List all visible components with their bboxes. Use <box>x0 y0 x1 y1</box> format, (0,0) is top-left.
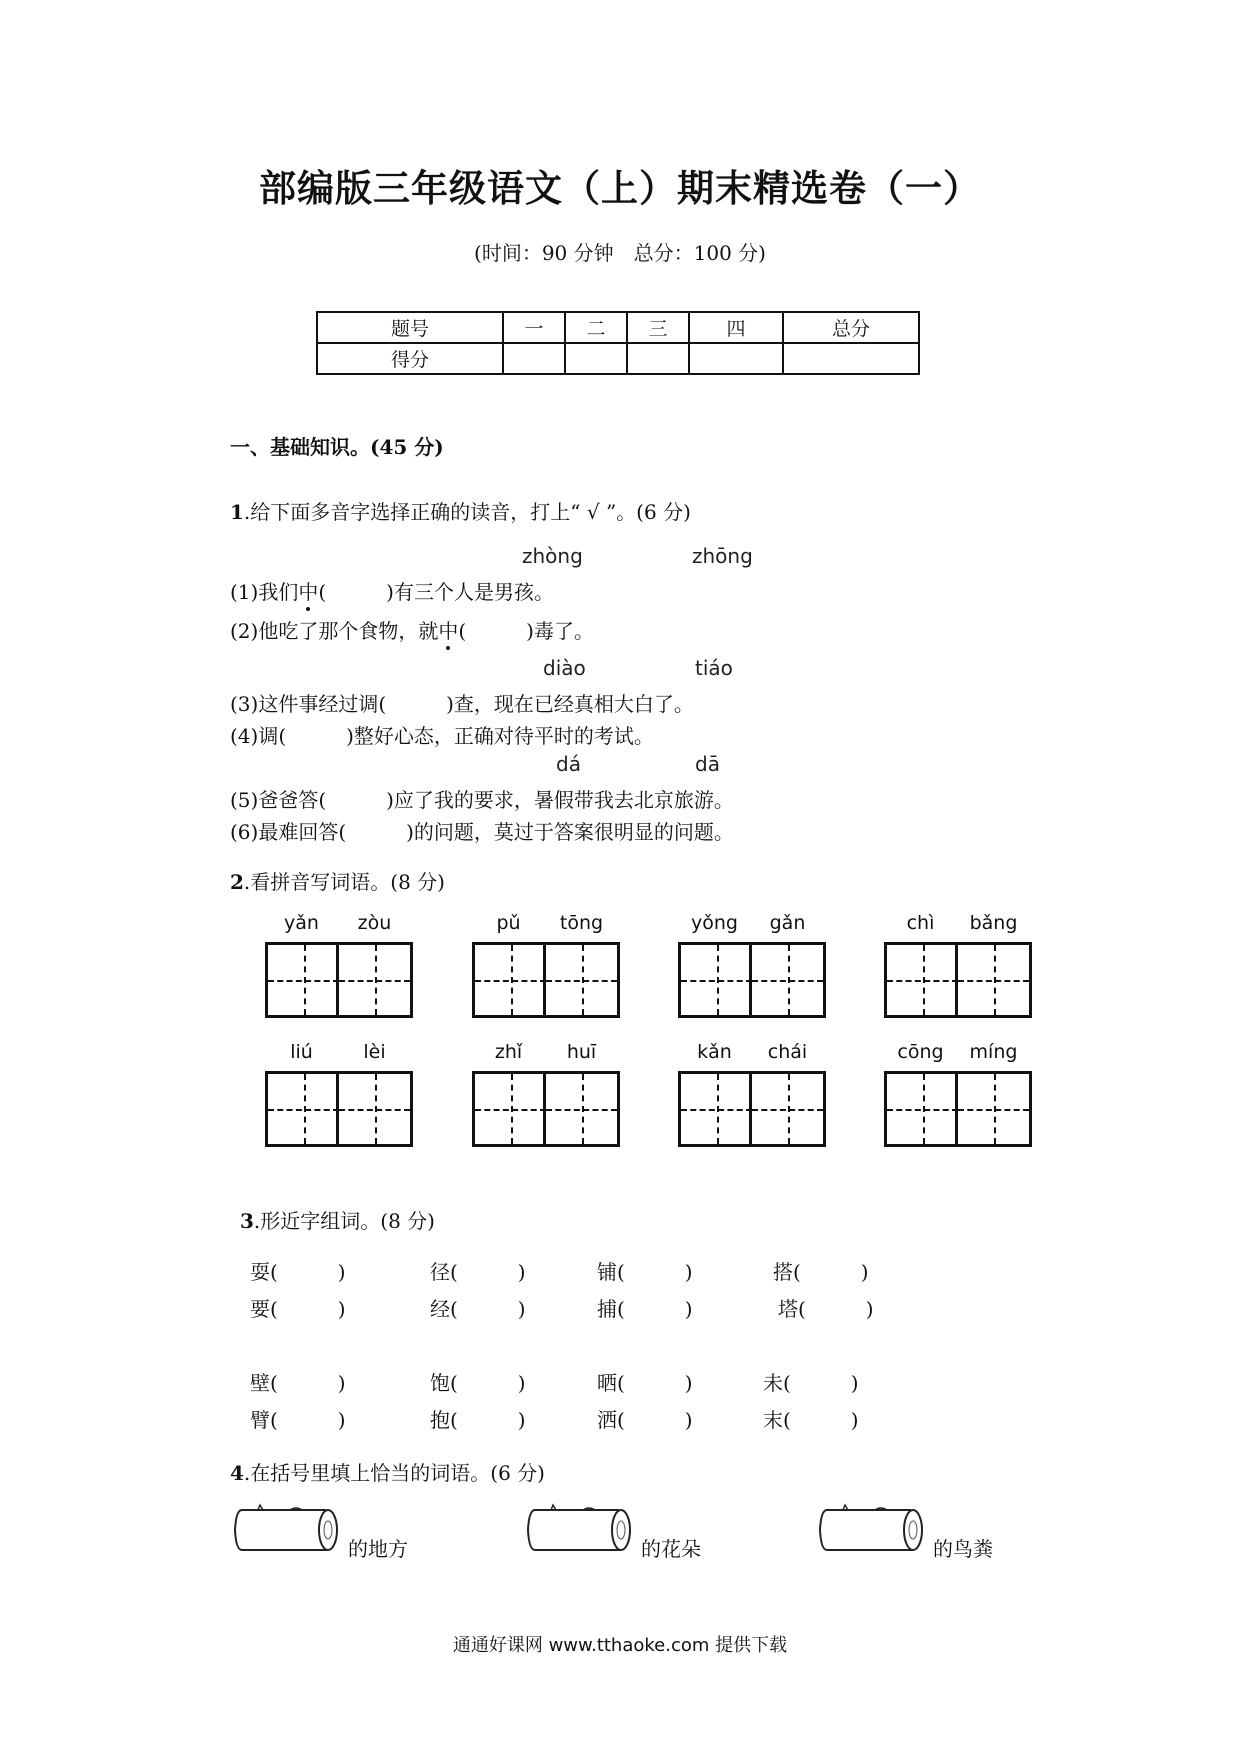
word-cell[interactable]: 捕( ) <box>597 1297 693 1321</box>
score-header-cell: 四 <box>689 312 783 343</box>
pinyin-syllable: cōng <box>897 1041 944 1063</box>
score-input-cell[interactable] <box>783 343 919 374</box>
word-cell[interactable]: 饱( ) <box>430 1371 526 1395</box>
question-1-title: 1.给下面多音字选择正确的读音，打上“ √ ”。(6 分) <box>230 500 691 524</box>
writing-grid[interactable] <box>472 1071 620 1147</box>
question-1-line: (1)我们中( )有三个人是男孩。 <box>230 576 554 605</box>
pinyin-syllable: míng <box>969 1041 1018 1063</box>
log-blank-icon[interactable] <box>230 1500 342 1558</box>
score-header-cell: 总分 <box>783 312 919 343</box>
score-input-cell[interactable] <box>627 343 689 374</box>
pinyin-syllable: lèi <box>363 1041 386 1063</box>
pinyin-option: dā <box>695 752 720 776</box>
word-cell[interactable]: 塔( ) <box>778 1297 874 1321</box>
score-header-cell: 题号 <box>317 312 503 343</box>
writing-grid[interactable] <box>265 1071 413 1147</box>
pinyin-syllable: liú <box>290 1041 313 1063</box>
pinyin-option: zhōng <box>692 544 753 568</box>
writing-grid[interactable] <box>884 942 1032 1018</box>
score-header-cell: 一 <box>503 312 565 343</box>
score-table <box>316 311 920 375</box>
score-header-cell: 二 <box>565 312 627 343</box>
question-1-line: (4)调( )整好心态，正确对待平时的考试。 <box>230 724 654 748</box>
exam-info: (时间：90 分钟 总分：100 分) <box>474 241 766 265</box>
blank-suffix: 的地方 <box>348 1537 408 1561</box>
pinyin-syllable: pǔ <box>496 912 521 934</box>
question-2-title: 2.看拼音写词语。(8 分) <box>230 870 445 894</box>
word-cell[interactable]: 洒( ) <box>597 1408 693 1432</box>
question-1-line: (5)爸爸答( )应了我的要求，暑假带我去北京旅游。 <box>230 788 734 812</box>
question-4-title: 4.在括号里填上恰当的词语。(6 分) <box>230 1461 545 1485</box>
score-header-cell: 三 <box>627 312 689 343</box>
pinyin-syllable: tōng <box>559 912 604 934</box>
pinyin-syllable: zhǐ <box>494 1041 523 1063</box>
section-heading: 一、基础知识。(45 分) <box>230 435 444 459</box>
writing-grid[interactable] <box>678 1071 826 1147</box>
word-cell[interactable]: 末( ) <box>763 1408 859 1432</box>
score-table-score-row <box>317 343 919 374</box>
footer-source: 通通好课网 www.tthaoke.com 提供下载 <box>452 1635 788 1656</box>
word-cell[interactable]: 臂( ) <box>250 1408 346 1432</box>
score-input-cell[interactable] <box>565 343 627 374</box>
pinyin-syllable: huī <box>566 1041 597 1063</box>
question-1-line: (6)最难回答( )的问题，莫过于答案很明显的问题。 <box>230 820 734 844</box>
word-cell[interactable]: 耍( ) <box>250 1260 346 1284</box>
question-3-title: 3.形近字组词。(8 分) <box>240 1209 435 1233</box>
score-table-header-row <box>317 312 919 343</box>
score-input-cell[interactable] <box>503 343 565 374</box>
writing-grid[interactable] <box>265 942 413 1018</box>
blank-suffix: 的花朵 <box>641 1537 701 1561</box>
pinyin-syllable: bǎng <box>969 912 1018 934</box>
word-cell[interactable]: 经( ) <box>430 1297 526 1321</box>
pinyin-syllable: chì <box>906 912 935 934</box>
pinyin-option: diào <box>543 656 586 680</box>
word-cell[interactable]: 未( ) <box>763 1371 859 1395</box>
score-input-cell[interactable] <box>689 343 783 374</box>
word-cell[interactable]: 抱( ) <box>430 1408 526 1432</box>
word-cell[interactable]: 搭( ) <box>773 1260 869 1284</box>
writing-grid[interactable] <box>884 1071 1032 1147</box>
pinyin-syllable: kǎn <box>697 1041 732 1063</box>
word-cell[interactable]: 径( ) <box>430 1260 526 1284</box>
pinyin-syllable: yǒng <box>691 912 738 934</box>
log-blank-icon[interactable] <box>815 1500 927 1558</box>
question-1-line: (2)他吃了那个食物，就中( )毒了。 <box>230 615 594 644</box>
score-row-label: 得分 <box>317 343 503 374</box>
pinyin-option: dá <box>556 752 581 776</box>
pinyin-option: zhòng <box>522 544 583 568</box>
writing-grid[interactable] <box>678 942 826 1018</box>
word-cell[interactable]: 晒( ) <box>597 1371 693 1395</box>
page-title: 部编版三年级语文（上）期末精选卷（一） <box>259 166 981 210</box>
word-cell[interactable]: 壁( ) <box>250 1371 346 1395</box>
pinyin-syllable: yǎn <box>284 912 319 934</box>
pinyin-syllable: zòu <box>357 912 392 934</box>
word-cell[interactable]: 铺( ) <box>597 1260 693 1284</box>
writing-grid[interactable] <box>472 942 620 1018</box>
pinyin-syllable: gǎn <box>769 912 806 934</box>
pinyin-option: tiáo <box>695 656 733 680</box>
pinyin-syllable: chái <box>767 1041 808 1063</box>
blank-suffix: 的鸟粪 <box>933 1537 993 1561</box>
question-1-line: (3)这件事经过调( )查，现在已经真相大白了。 <box>230 692 694 716</box>
log-blank-icon[interactable] <box>523 1500 635 1558</box>
word-cell[interactable]: 要( ) <box>250 1297 346 1321</box>
